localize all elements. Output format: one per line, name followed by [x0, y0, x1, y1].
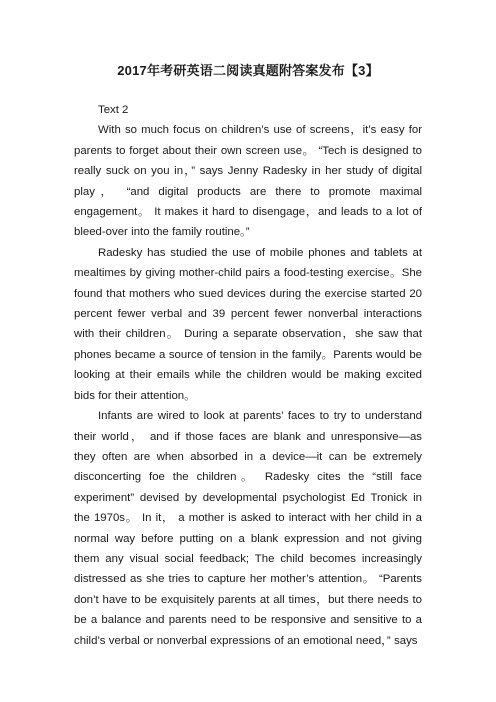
paragraph-2: Radesky has studied the use of mobile phones and tablets at mealtimes by giving mother-child pairs a food-testing exercise。She found that mothers who sued devices during the exercise started 20 percent fewer verbal and 39 percent fewer nonverbal interactions with their children。 During a separate observation，she saw that phones became a source of tension in the family。Parents would be looking at their emails while the children would be making excited bids for their attention。	[74, 246, 422, 402]
paragraph-1: With so much focus on children’s use of screens，it’s easy for parents to forget about their own screen use。 “Tech is designed to really suck on you in，” says Jenny Radesky in her study of digital play， “and digital products are there to promote maximal engagement。 It makes it hard to disengage，and leads to a lot of bleed-over into the family routine。”	[74, 124, 422, 239]
section-label: Text 2	[98, 104, 129, 116]
paragraph-3: Infants are wired to look at parents’ faces to try to understand their world， and if those faces are blank and unresponsive—as they often are when absorbed in a device—it can be extremely disconcerting foe the children。 Radesky cites the “still face experiment” devised by developmental psychologist Ed Tronick in the 1970s。 In it， a mother is asked to interact with her child in a normal way before putting on a blank expression and not giving them any visual social feedback; The child becomes increasingly distressed as she tries to capture her mother’s attention。 “Parents don’t have to be exquisitely parents at all times，but there needs to be a balance and parents need to be responsive and sensitive to a child’s verbal or nonverbal expressions of an emotional need，” says	[74, 410, 422, 647]
document-title: 2017年考研英语二阅读真题附答案发布【3】	[117, 63, 379, 78]
